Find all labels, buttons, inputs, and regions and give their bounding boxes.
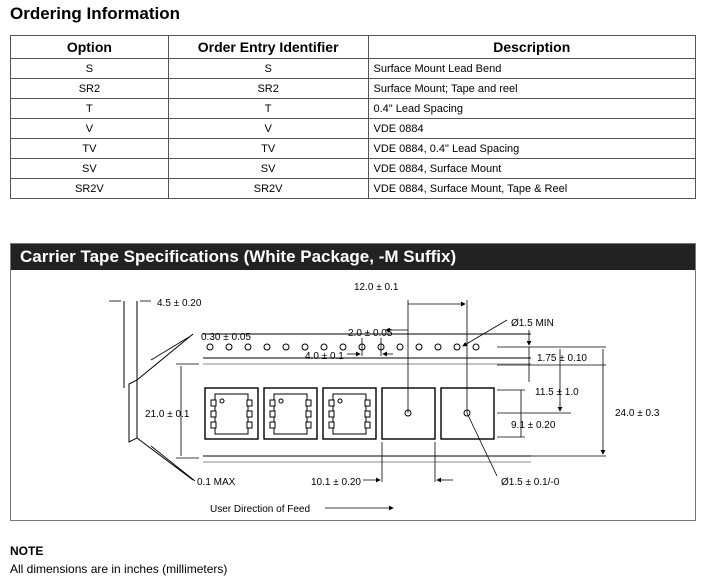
sprocket-hole bbox=[416, 344, 422, 350]
cell-description: Surface Mount Lead Bend bbox=[368, 59, 696, 79]
dim-label: 4.5 ± 0.20 bbox=[157, 298, 202, 309]
cell-identifier: V bbox=[168, 119, 368, 139]
dim-label: 21.0 ± 0.1 bbox=[145, 409, 190, 420]
tape-profile-top bbox=[137, 334, 193, 380]
sprocket-hole bbox=[245, 344, 251, 350]
header-description: Description bbox=[368, 36, 696, 59]
cell-identifier: TV bbox=[168, 139, 368, 159]
pin1-dot bbox=[338, 399, 342, 403]
sprocket-hole bbox=[454, 344, 460, 350]
tape-profile bbox=[129, 380, 137, 442]
cell-option: SR2V bbox=[11, 179, 169, 199]
cell-option: SV bbox=[11, 159, 169, 179]
sprocket-hole bbox=[397, 344, 403, 350]
cell-option: T bbox=[11, 99, 169, 119]
cell-option: TV bbox=[11, 139, 169, 159]
leader-line bbox=[151, 446, 195, 481]
cell-identifier: SR2V bbox=[168, 179, 368, 199]
dim-label: Ø1.5 ± 0.1/-0 bbox=[501, 477, 560, 488]
sprocket-hole bbox=[302, 344, 308, 350]
dim-label: 0.1 MAX bbox=[197, 477, 236, 488]
dim-label: 12.0 ± 0.1 bbox=[354, 282, 399, 293]
sprocket-hole bbox=[207, 344, 213, 350]
dim-label: 4.0 ± 0.1 bbox=[305, 351, 344, 362]
pin1-dot bbox=[220, 399, 224, 403]
cell-identifier: SR2 bbox=[168, 79, 368, 99]
ordering-title: Ordering Information bbox=[10, 4, 180, 23]
table-row bbox=[11, 139, 696, 159]
table-row bbox=[11, 79, 696, 99]
dim-label: Ø1.5 MIN bbox=[511, 318, 554, 329]
cell-option: SR2 bbox=[11, 79, 169, 99]
header-option: Option bbox=[11, 36, 169, 59]
cell-option: V bbox=[11, 119, 169, 139]
table-row bbox=[11, 99, 696, 119]
table-row bbox=[11, 59, 696, 79]
sprocket-hole bbox=[435, 344, 441, 350]
dim-label: 24.0 ± 0.3 bbox=[615, 408, 660, 419]
carrier-tape-section bbox=[10, 243, 696, 521]
cell-description: VDE 0884, Surface Mount bbox=[368, 159, 696, 179]
table-header-row bbox=[11, 36, 696, 59]
carrier-tape-drawing bbox=[11, 270, 695, 520]
table-row bbox=[11, 159, 696, 179]
cell-identifier: T bbox=[168, 99, 368, 119]
sprocket-hole bbox=[283, 344, 289, 350]
dim-label: 1.75 ± 0.10 bbox=[537, 353, 587, 364]
tape-profile-bottom bbox=[137, 438, 193, 480]
ordering-table bbox=[10, 35, 696, 199]
header-identifier: Order Entry Identifier bbox=[168, 36, 368, 59]
table-row bbox=[11, 119, 696, 139]
cell-description: Surface Mount; Tape and reel bbox=[368, 79, 696, 99]
cell-description: VDE 0884, 0.4" Lead Spacing bbox=[368, 139, 696, 159]
cell-identifier: SV bbox=[168, 159, 368, 179]
leader-line bbox=[463, 320, 507, 346]
table-row bbox=[11, 179, 696, 199]
sprocket-hole bbox=[321, 344, 327, 350]
sprocket-hole bbox=[264, 344, 270, 350]
cell-option: S bbox=[11, 59, 169, 79]
note-title: NOTE bbox=[10, 544, 44, 558]
leader-line bbox=[151, 337, 189, 360]
dim-label: 9.1 ± 0.20 bbox=[511, 420, 556, 431]
sprocket-hole bbox=[340, 344, 346, 350]
cell-description: VDE 0884, Surface Mount, Tape & Reel bbox=[368, 179, 696, 199]
dim-label: 10.1 ± 0.20 bbox=[311, 477, 361, 488]
sprocket-hole bbox=[473, 344, 479, 350]
dim-label: 0.30 ± 0.05 bbox=[201, 332, 251, 343]
cell-description: 0.4" Lead Spacing bbox=[368, 99, 696, 119]
feed-direction-label: User Direction of Feed bbox=[210, 504, 311, 515]
cell-identifier: S bbox=[168, 59, 368, 79]
dim-label: 2.0 ± 0.05 bbox=[348, 328, 393, 339]
carrier-tape-title-bar bbox=[11, 244, 695, 270]
carrier-tape-title: Carrier Tape Specifications (White Package, -M Suffix) bbox=[20, 247, 457, 266]
cell-description: VDE 0884 bbox=[368, 119, 696, 139]
note-text: All dimensions are in inches (millimeters) bbox=[10, 562, 228, 576]
dim-label: 11.5 ± 1.0 bbox=[535, 387, 579, 398]
pin1-dot bbox=[279, 399, 283, 403]
sprocket-hole bbox=[226, 344, 232, 350]
